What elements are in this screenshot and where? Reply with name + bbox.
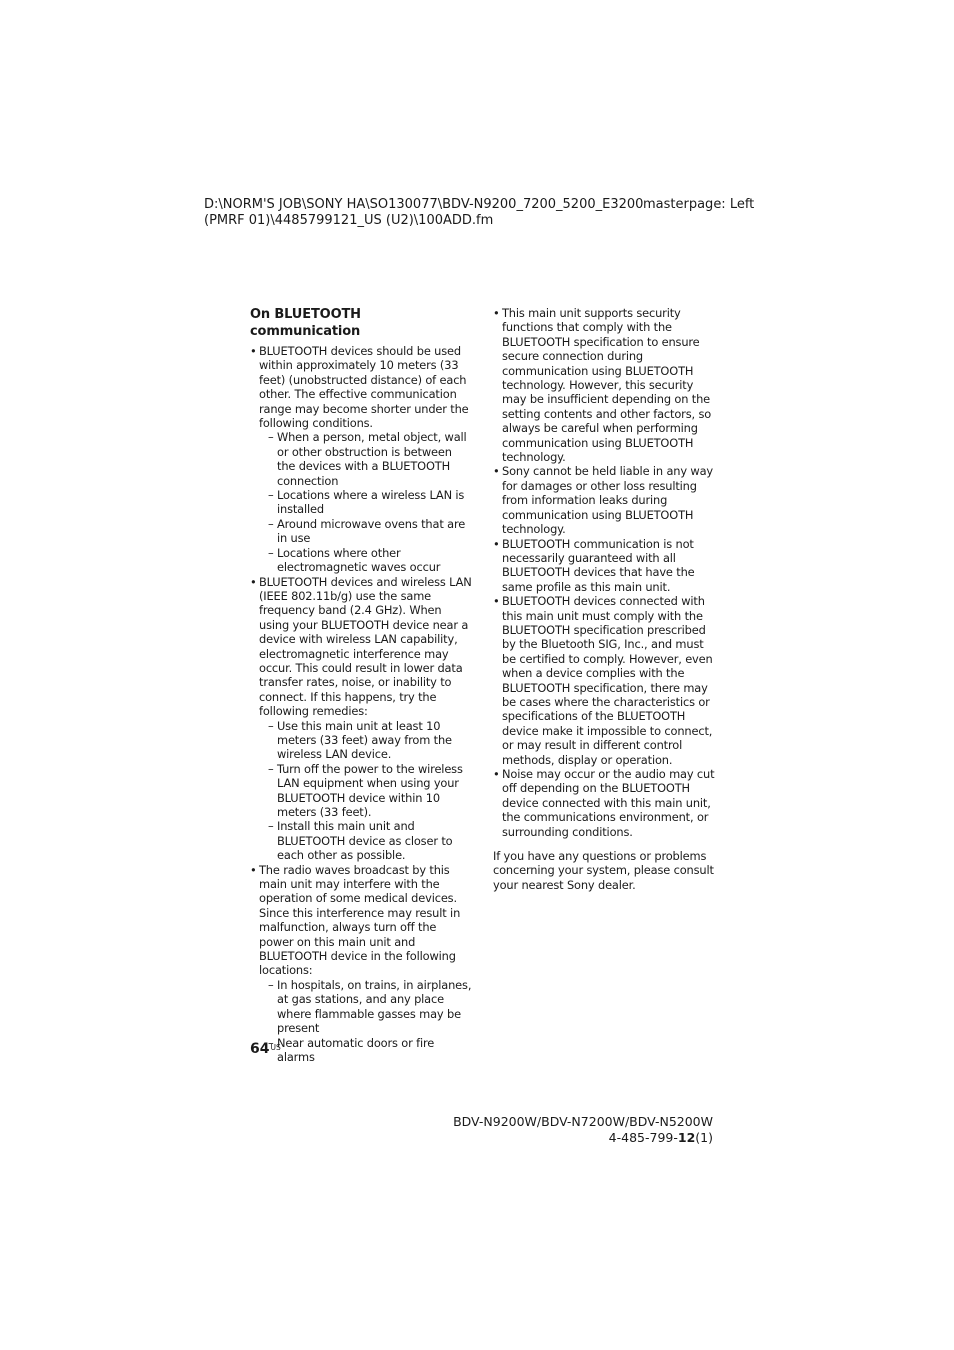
masterpage-label: masterpage: Left (643, 197, 755, 212)
bullet-text: • BLUETOOTH devices and wireless LAN (IEEE 802.11b/g) use the same frequency band (2.4 GHz). When using your BLUETOOTH device near a device with wireless LAN capability, electromagnetic interference may occur. This could result in lower data transfer rates, noise, or inability to connect. If this happens, try the following remedies: (259, 574, 472, 719)
sub-item: – Turn off the power to the wireless LAN equipment when using your BLUETOOTH device within 10 meters (33 feet). (259, 762, 472, 820)
sub-item: – Locations where a wireless LAN is installed (259, 488, 472, 517)
part-number-suffix: (1) (695, 1130, 713, 1145)
section-heading: On BLUETOOTH communication (250, 307, 361, 339)
model-numbers: BDV-N9200W/BDV-N7200W/BDV-N5200W (453, 1114, 713, 1129)
left-bullet-list (250, 344, 472, 1064)
part-number-revision: 12 (677, 1130, 696, 1145)
sub-item: – Use this main unit at least 10 meters (33 feet) away from the wireless LAN device. (259, 719, 472, 762)
sub-item: – Around microwave ovens that are in use (259, 517, 472, 546)
sub-list (259, 719, 472, 863)
sub-item: – In hospitals, on trains, in airplanes, at gas stations, and any place where flammable gasses may be present (259, 978, 472, 1036)
page-number-suffix: US (270, 1043, 281, 1052)
file-path-line-2: (PMRF 01)\4485799121_US (U2)\100ADD.fm (204, 213, 494, 228)
sub-item: – Near automatic doors or fire alarms (259, 1036, 472, 1065)
sub-list (259, 430, 472, 574)
sub-item: – When a person, metal object, wall or other obstruction is between the devices with a BLUETOOTH connection (259, 430, 472, 488)
closing-paragraph: If you have any questions or problems concerning your system, please consult your nearest Sony dealer. (493, 849, 714, 892)
left-column (250, 306, 472, 1064)
sub-item: – Install this main unit and BLUETOOTH device as closer to each other as possible. (259, 819, 472, 862)
page-number-value: 64 (250, 1041, 270, 1057)
sub-list (259, 978, 472, 1064)
bullet-item: • This main unit supports security functions that comply with the BLUETOOTH specification to ensure secure connection during communication using BLUETOOTH technology. However, this security may be insufficient depending on the setting contents and other factors, so always be careful when performing communication using BLUETOOTH technology. (493, 306, 715, 464)
bullet-text: • The radio waves broadcast by this main unit may interfere with the operation of some medical devices. Since this interference may result in malfunction, always turn off the power on this main unit and BLUETOOTH device in the following locations: (259, 862, 461, 978)
page-number (250, 1040, 281, 1058)
bullet-text: • BLUETOOTH devices should be used within approximately 10 meters (33 feet) (unobstructed distance) of each other. The effective communication range may become shorter under the following conditions. (259, 344, 469, 431)
file-path-line-1: D:\NORM'S JOB\SONY HA\SO130077\BDV-N9200_7200_5200_E3200 (204, 197, 644, 212)
right-column (493, 306, 715, 892)
bullet-item: • BLUETOOTH devices connected with this main unit must comply with the BLUETOOTH specification prescribed by the Bluetooth SIG, Inc., and must be certified to comply. However, even when a device complies with the BLUETOOTH specification, there may be cases where the characteristics or specifications of the BLUETOOTH device make it impossible to connect, or may result in different control methods, display or operation. (493, 594, 715, 767)
sub-item: – Locations where other electromagnetic waves occur (259, 546, 472, 575)
part-number (609, 1130, 713, 1146)
part-number-prefix: 4-485-799- (608, 1130, 678, 1145)
file-path-header (204, 197, 643, 229)
right-bullet-list (493, 306, 715, 839)
bullet-item (250, 863, 472, 1065)
bullet-item (250, 575, 472, 863)
bullet-item (250, 344, 472, 575)
bullet-item: • Noise may occur or the audio may cut off depending on the BLUETOOTH device connected with this main unit, the communications environment, or surrounding conditions. (493, 767, 715, 839)
bullet-item: • Sony cannot be held liable in any way for damages or other loss resulting from information leaks during communication using BLUETOOTH technology. (493, 464, 715, 536)
bullet-item: • BLUETOOTH communication is not necessarily guaranteed with all BLUETOOTH devices that have the same profile as this main unit. (493, 537, 715, 595)
